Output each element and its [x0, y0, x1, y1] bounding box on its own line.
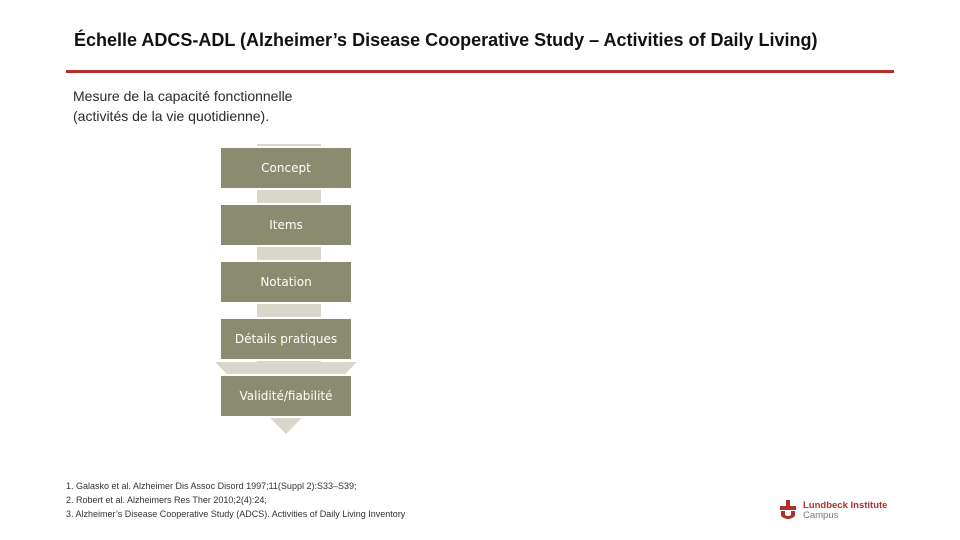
reference-item: 2. Robert et al. Alzheimers Res Ther 2010;2(4):24; [66, 495, 267, 505]
flow-step-concept[interactable]: Concept [221, 147, 351, 189]
flow-step-validity[interactable]: Validité/fiabilité [221, 375, 351, 417]
flow-step-items[interactable]: Items [221, 204, 351, 246]
logo-name: Lundbeck Institute [803, 500, 888, 511]
logo-subtitle: Campus [803, 510, 839, 521]
slide-title: Échelle ADCS-ADL (Alzheimer’s Disease Cooperative Study – Activities of Daily Living) [74, 30, 818, 50]
flow-step-practical-details[interactable]: Détails pratiques [221, 318, 351, 360]
reference-item: 1. Galasko et al. Alzheimer Dis Assoc Disord 1997;11(Suppl 2):S33–S39; [66, 481, 357, 491]
lundbeck-logo [778, 498, 908, 524]
flow-step-notation[interactable]: Notation [221, 261, 351, 303]
subtitle-line-2: (activités de la vie quotidienne). [73, 108, 270, 124]
references [66, 479, 626, 521]
logo-text [803, 501, 887, 521]
subtitle-line-1: Mesure de la capacité fonctionnelle [73, 88, 293, 104]
lundbeck-logo-icon [778, 500, 798, 522]
reference-item: 3. Alzheimer’s Disease Cooperative Study (ADCS). Activities of Daily Living Inventory [66, 509, 406, 519]
